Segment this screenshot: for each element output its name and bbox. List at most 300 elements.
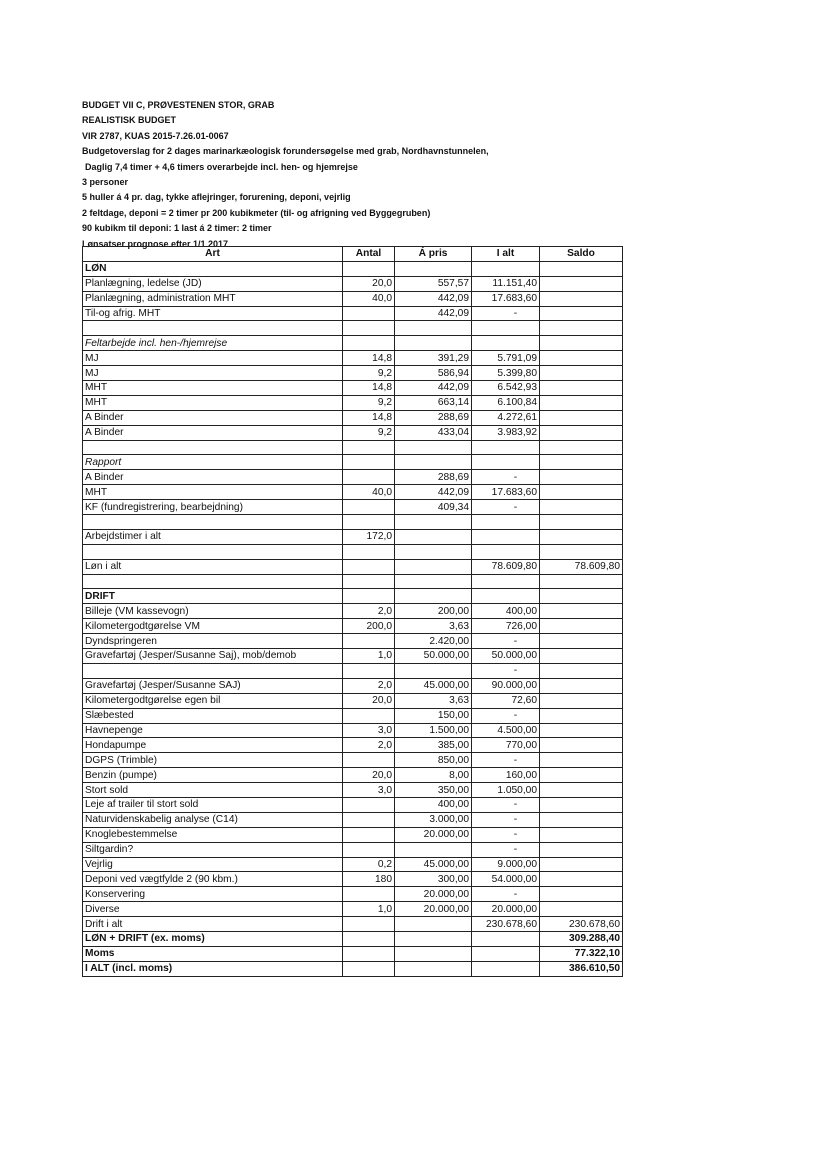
cell-antal: 40,0	[343, 291, 395, 306]
cell-antal	[343, 261, 395, 276]
cell-ialt: 78.609,80	[472, 559, 540, 574]
table-row	[83, 559, 623, 574]
cell-art: Siltgardin?	[83, 842, 343, 857]
cell-antal: 9,2	[343, 395, 395, 410]
cell-pris: 409,34	[395, 500, 472, 515]
cell-art	[83, 544, 343, 559]
cell-antal	[343, 455, 395, 470]
table-row	[83, 917, 623, 932]
table-row	[83, 410, 623, 425]
table-row	[83, 351, 623, 366]
cell-art: Moms	[83, 946, 343, 961]
column-header-saldo: Saldo	[540, 247, 623, 262]
cell-art: MHT	[83, 395, 343, 410]
cell-antal	[343, 797, 395, 812]
cell-antal	[343, 663, 395, 678]
cell-pris: 442,09	[395, 381, 472, 396]
cell-antal: 14,8	[343, 381, 395, 396]
subsection-row	[83, 336, 623, 351]
cell-antal	[343, 515, 395, 530]
cell-pris	[395, 440, 472, 455]
header-line: REALISTISK BUDGET	[82, 115, 177, 126]
cell-saldo	[540, 723, 623, 738]
cell-ialt: 11.151,40	[472, 276, 540, 291]
cell-ialt: 6.100,84	[472, 395, 540, 410]
cell-ialt: -	[472, 827, 540, 842]
cell-ialt	[472, 515, 540, 530]
cell-art: Dyndspringeren	[83, 634, 343, 649]
table-row	[83, 902, 623, 917]
cell-antal: 172,0	[343, 529, 395, 544]
cell-saldo	[540, 768, 623, 783]
cell-art	[83, 440, 343, 455]
cell-pris	[395, 961, 472, 976]
cell-ialt: 54.000,00	[472, 872, 540, 887]
cell-art: Diverse	[83, 902, 343, 917]
header-line: 5 huller á 4 pr. dag, tykke aflejringer, forurening, deponi, vejrlig	[82, 192, 351, 203]
table-row	[83, 872, 623, 887]
cell-saldo	[540, 544, 623, 559]
cell-antal: 2,0	[343, 678, 395, 693]
cell-pris: 150,00	[395, 708, 472, 723]
cell-art: Deponi ved vægtfylde 2 (90 kbm.)	[83, 872, 343, 887]
cell-ialt: -	[472, 708, 540, 723]
cell-saldo	[540, 366, 623, 381]
cell-ialt: 770,00	[472, 738, 540, 753]
cell-ialt: -	[472, 634, 540, 649]
cell-saldo	[540, 634, 623, 649]
cell-saldo	[540, 663, 623, 678]
cell-pris	[395, 842, 472, 857]
cell-pris: 8,00	[395, 768, 472, 783]
cell-antal	[343, 842, 395, 857]
column-header-antal: Antal	[343, 247, 395, 262]
cell-ialt: -	[472, 306, 540, 321]
section-row	[83, 261, 623, 276]
cell-ialt	[472, 261, 540, 276]
cell-saldo	[540, 336, 623, 351]
cell-art: Kilometergodtgørelse egen bil	[83, 693, 343, 708]
table-row	[83, 663, 623, 678]
cell-saldo	[540, 500, 623, 515]
table-row	[83, 723, 623, 738]
cell-antal	[343, 440, 395, 455]
cell-ialt: 1.050,00	[472, 783, 540, 798]
cell-ialt: 5.399,80	[472, 366, 540, 381]
header-line: 90 kubikm til deponi: 1 last á 2 timer: 2 timer	[82, 223, 272, 234]
cell-saldo	[540, 827, 623, 842]
cell-saldo	[540, 515, 623, 530]
cell-art: DRIFT	[83, 589, 343, 604]
cell-antal: 1,0	[343, 649, 395, 664]
cell-pris: 50.000,00	[395, 649, 472, 664]
table-row	[83, 395, 623, 410]
table-row	[83, 812, 623, 827]
cell-antal	[343, 634, 395, 649]
cell-ialt: 9.000,00	[472, 857, 540, 872]
cell-art: MHT	[83, 485, 343, 500]
cell-saldo	[540, 276, 623, 291]
cell-antal: 20,0	[343, 693, 395, 708]
cell-art: DGPS (Trimble)	[83, 753, 343, 768]
cell-art: Leje af trailer til stort sold	[83, 797, 343, 812]
cell-pris: 3,63	[395, 693, 472, 708]
cell-saldo	[540, 649, 623, 664]
cell-ialt: -	[472, 842, 540, 857]
cell-ialt: -	[472, 663, 540, 678]
table-row	[83, 470, 623, 485]
blank-row	[83, 440, 623, 455]
cell-antal	[343, 321, 395, 336]
budget-table	[82, 246, 623, 977]
total-row	[83, 931, 623, 946]
cell-saldo: 386.610,50	[540, 961, 623, 976]
cell-antal: 3,0	[343, 783, 395, 798]
cell-saldo	[540, 812, 623, 827]
cell-art: Feltarbejde incl. hen-/hjemrejse	[83, 336, 343, 351]
cell-ialt: -	[472, 887, 540, 902]
cell-antal: 1,0	[343, 902, 395, 917]
header-line: 3 personer	[82, 177, 129, 188]
cell-saldo	[540, 306, 623, 321]
cell-art: LØN + DRIFT (ex. moms)	[83, 931, 343, 946]
cell-saldo	[540, 797, 623, 812]
cell-pris	[395, 455, 472, 470]
cell-pris: 442,09	[395, 291, 472, 306]
cell-pris	[395, 529, 472, 544]
cell-antal	[343, 574, 395, 589]
cell-antal: 180	[343, 872, 395, 887]
cell-pris	[395, 559, 472, 574]
cell-ialt: 3.983,92	[472, 425, 540, 440]
cell-antal	[343, 753, 395, 768]
cell-saldo	[540, 708, 623, 723]
cell-saldo	[540, 842, 623, 857]
table-row	[83, 693, 623, 708]
table-row	[83, 753, 623, 768]
column-header-art: Art	[83, 247, 343, 262]
cell-antal: 14,8	[343, 351, 395, 366]
cell-pris: 433,04	[395, 425, 472, 440]
cell-pris: 45.000,00	[395, 857, 472, 872]
cell-pris	[395, 663, 472, 678]
cell-art: Vejrlig	[83, 857, 343, 872]
cell-ialt	[472, 574, 540, 589]
cell-art: Løn i alt	[83, 559, 343, 574]
table-row	[83, 381, 623, 396]
cell-ialt: 5.791,09	[472, 351, 540, 366]
cell-pris: 3,63	[395, 619, 472, 634]
cell-saldo	[540, 351, 623, 366]
table-row	[83, 366, 623, 381]
cell-saldo	[540, 604, 623, 619]
cell-antal: 14,8	[343, 410, 395, 425]
cell-ialt: 4.500,00	[472, 723, 540, 738]
cell-saldo	[540, 589, 623, 604]
header-line: Budgetoverslag for 2 dages marinarkæologisk forundersøgelse med grab, Nordhavnstunnelen,	[82, 146, 489, 157]
cell-ialt: 90.000,00	[472, 678, 540, 693]
cell-saldo	[540, 783, 623, 798]
cell-ialt	[472, 931, 540, 946]
cell-art: A Binder	[83, 470, 343, 485]
cell-antal: 40,0	[343, 485, 395, 500]
cell-saldo	[540, 455, 623, 470]
cell-saldo	[540, 381, 623, 396]
cell-pris	[395, 261, 472, 276]
cell-pris: 1.500,00	[395, 723, 472, 738]
blank-row	[83, 515, 623, 530]
table-row	[83, 500, 623, 515]
cell-saldo	[540, 321, 623, 336]
cell-ialt: 400,00	[472, 604, 540, 619]
cell-pris: 20.000,00	[395, 827, 472, 842]
cell-art: MJ	[83, 366, 343, 381]
cell-antal	[343, 589, 395, 604]
cell-pris: 442,09	[395, 306, 472, 321]
cell-art: Havnepenge	[83, 723, 343, 738]
cell-pris: 391,29	[395, 351, 472, 366]
cell-art	[83, 663, 343, 678]
cell-antal	[343, 306, 395, 321]
cell-pris: 45.000,00	[395, 678, 472, 693]
cell-art	[83, 515, 343, 530]
cell-ialt: -	[472, 500, 540, 515]
cell-art: Slæbested	[83, 708, 343, 723]
cell-art	[83, 321, 343, 336]
cell-art: Hondapumpe	[83, 738, 343, 753]
blank-row	[83, 321, 623, 336]
cell-ialt: 6.542,93	[472, 381, 540, 396]
cell-saldo	[540, 693, 623, 708]
cell-antal	[343, 827, 395, 842]
cell-art: Stort sold	[83, 783, 343, 798]
cell-ialt	[472, 336, 540, 351]
cell-ialt: -	[472, 753, 540, 768]
cell-ialt: 17.683,60	[472, 485, 540, 500]
document-header	[82, 98, 642, 252]
cell-ialt	[472, 961, 540, 976]
cell-art: Til-og afrig. MHT	[83, 306, 343, 321]
cell-art: MHT	[83, 381, 343, 396]
table-row	[83, 842, 623, 857]
table-row	[83, 306, 623, 321]
table-row	[83, 887, 623, 902]
cell-pris	[395, 544, 472, 559]
table-row	[83, 276, 623, 291]
cell-antal	[343, 917, 395, 932]
cell-saldo	[540, 619, 623, 634]
cell-pris: 663,14	[395, 395, 472, 410]
cell-antal: 20,0	[343, 768, 395, 783]
cell-pris: 557,57	[395, 276, 472, 291]
cell-antal	[343, 544, 395, 559]
cell-saldo	[540, 485, 623, 500]
cell-antal: 2,0	[343, 604, 395, 619]
cell-art: MJ	[83, 351, 343, 366]
cell-saldo	[540, 440, 623, 455]
cell-pris: 288,69	[395, 470, 472, 485]
cell-saldo	[540, 470, 623, 485]
cell-saldo	[540, 574, 623, 589]
cell-pris	[395, 931, 472, 946]
cell-art: Gravefartøj (Jesper/Susanne SAJ)	[83, 678, 343, 693]
cell-saldo	[540, 395, 623, 410]
cell-saldo	[540, 261, 623, 276]
cell-saldo	[540, 291, 623, 306]
table-row	[83, 649, 623, 664]
header-line: Lønsatser prognose efter 1/1 2017	[82, 238, 229, 249]
cell-ialt: 72,60	[472, 693, 540, 708]
table-row	[83, 708, 623, 723]
blank-row	[83, 544, 623, 559]
cell-ialt: 160,00	[472, 768, 540, 783]
cell-pris	[395, 321, 472, 336]
cell-art: Drift i alt	[83, 917, 343, 932]
cell-art: A Binder	[83, 410, 343, 425]
cell-art: Knoglebestemmelse	[83, 827, 343, 842]
header-line: BUDGET VII C, PRØVESTENEN STOR, GRAB	[82, 100, 275, 110]
cell-ialt	[472, 455, 540, 470]
header-line: VIR 2787, KUAS 2015-7.26.01-0067	[82, 130, 229, 141]
cell-pris: 200,00	[395, 604, 472, 619]
cell-antal: 0,2	[343, 857, 395, 872]
header-line: Daglig 7,4 timer + 4,6 timers overarbejde incl. hen- og hjemrejse	[85, 161, 358, 172]
table-row	[83, 768, 623, 783]
cell-antal	[343, 470, 395, 485]
cell-saldo	[540, 425, 623, 440]
cell-antal	[343, 946, 395, 961]
subsection-row	[83, 455, 623, 470]
cell-pris: 442,09	[395, 485, 472, 500]
cell-art: Gravefartøj (Jesper/Susanne Saj), mob/demob	[83, 649, 343, 664]
cell-ialt	[472, 589, 540, 604]
cell-ialt: 20.000,00	[472, 902, 540, 917]
total-row	[83, 961, 623, 976]
cell-saldo	[540, 738, 623, 753]
cell-art: Planlægning, ledelse (JD)	[83, 276, 343, 291]
table-row	[83, 619, 623, 634]
column-header-ialt: I alt	[472, 247, 540, 262]
column-header-pris: Á pris	[395, 247, 472, 262]
cell-art: A Binder	[83, 425, 343, 440]
cell-art: Rapport	[83, 455, 343, 470]
table-row	[83, 604, 623, 619]
section-row	[83, 589, 623, 604]
cell-ialt: 17.683,60	[472, 291, 540, 306]
cell-art: Planlægning, administration MHT	[83, 291, 343, 306]
cell-antal	[343, 336, 395, 351]
cell-art: Billeje (VM kassevogn)	[83, 604, 343, 619]
cell-pris: 850,00	[395, 753, 472, 768]
cell-art: KF (fundregistrering, bearbejdning)	[83, 500, 343, 515]
cell-saldo	[540, 902, 623, 917]
cell-ialt: 230.678,60	[472, 917, 540, 932]
cell-pris: 288,69	[395, 410, 472, 425]
cell-ialt: 50.000,00	[472, 649, 540, 664]
cell-pris	[395, 574, 472, 589]
cell-saldo	[540, 678, 623, 693]
cell-art: LØN	[83, 261, 343, 276]
cell-saldo	[540, 872, 623, 887]
cell-pris: 586,94	[395, 366, 472, 381]
cell-saldo: 230.678,60	[540, 917, 623, 932]
cell-saldo: 78.609,80	[540, 559, 623, 574]
cell-pris	[395, 515, 472, 530]
table-row	[83, 678, 623, 693]
cell-antal	[343, 887, 395, 902]
cell-antal: 200,0	[343, 619, 395, 634]
cell-ialt: 726,00	[472, 619, 540, 634]
cell-ialt	[472, 440, 540, 455]
cell-ialt: -	[472, 812, 540, 827]
blank-row	[83, 574, 623, 589]
table-row	[83, 425, 623, 440]
budget-table-body	[83, 261, 623, 976]
cell-saldo	[540, 410, 623, 425]
table-row	[83, 797, 623, 812]
cell-art: Arbejdstimer i alt	[83, 529, 343, 544]
cell-ialt	[472, 529, 540, 544]
table-row	[83, 485, 623, 500]
cell-pris: 20.000,00	[395, 887, 472, 902]
table-row	[83, 827, 623, 842]
cell-saldo	[540, 857, 623, 872]
cell-antal	[343, 500, 395, 515]
cell-art: Kilometergodtgørelse VM	[83, 619, 343, 634]
cell-saldo	[540, 887, 623, 902]
total-row	[83, 946, 623, 961]
cell-saldo	[540, 529, 623, 544]
cell-antal: 20,0	[343, 276, 395, 291]
cell-antal	[343, 708, 395, 723]
cell-ialt	[472, 946, 540, 961]
cell-saldo: 77.322,10	[540, 946, 623, 961]
cell-ialt: -	[472, 470, 540, 485]
table-row	[83, 291, 623, 306]
cell-antal	[343, 931, 395, 946]
cell-pris	[395, 589, 472, 604]
cell-pris	[395, 946, 472, 961]
header-line: 2 feltdage, deponi = 2 timer pr 200 kubikmeter (til- og afrigning ved Byggegruben)	[82, 207, 431, 218]
cell-art	[83, 574, 343, 589]
cell-pris: 20.000,00	[395, 902, 472, 917]
cell-art: I ALT (incl. moms)	[83, 961, 343, 976]
cell-ialt	[472, 321, 540, 336]
table-row	[83, 857, 623, 872]
cell-art: Benzin (pumpe)	[83, 768, 343, 783]
cell-saldo: 309.288,40	[540, 931, 623, 946]
cell-antal: 9,2	[343, 366, 395, 381]
cell-ialt: -	[472, 797, 540, 812]
cell-antal	[343, 812, 395, 827]
cell-art: Naturvidenskabelig analyse (C14)	[83, 812, 343, 827]
cell-pris: 3.000,00	[395, 812, 472, 827]
cell-ialt	[472, 544, 540, 559]
cell-saldo	[540, 753, 623, 768]
table-row	[83, 634, 623, 649]
cell-antal	[343, 559, 395, 574]
table-row	[83, 783, 623, 798]
cell-pris: 300,00	[395, 872, 472, 887]
cell-pris	[395, 336, 472, 351]
cell-art: Konservering	[83, 887, 343, 902]
table-row	[83, 738, 623, 753]
cell-pris	[395, 917, 472, 932]
cell-pris: 400,00	[395, 797, 472, 812]
cell-antal: 3,0	[343, 723, 395, 738]
cell-ialt: 4.272,61	[472, 410, 540, 425]
cell-antal	[343, 961, 395, 976]
